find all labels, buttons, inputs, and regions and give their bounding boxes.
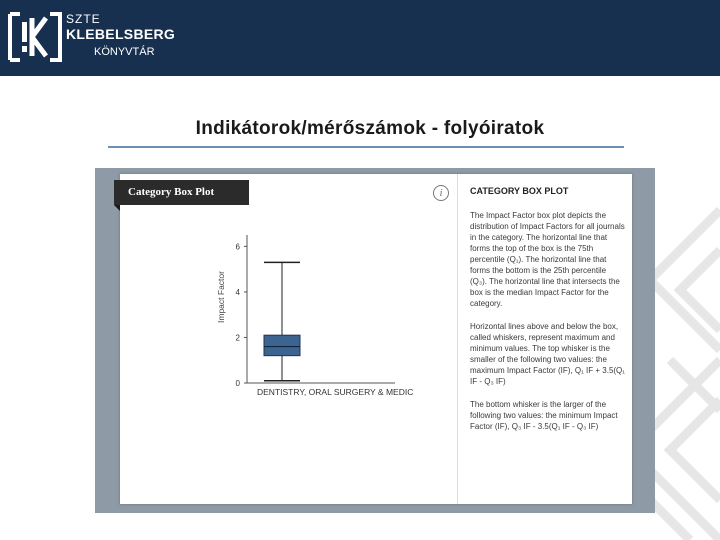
card-divider bbox=[457, 174, 458, 504]
description-paragraph: Horizontal lines above and below the box, called whiskers, represent maximum and minimum values. The top whisker is the smaller of the following two values: the maximum Impact Factor (IF), Q₁ IF + 3.5(Q₁ IF - Q₃ IF) bbox=[470, 322, 625, 386]
x-category-label: DENTISTRY, ORAL SURGERY & MEDIC bbox=[257, 387, 414, 397]
title-underline bbox=[108, 146, 624, 148]
description-heading: CATEGORY BOX PLOT bbox=[470, 186, 569, 196]
y-tick-label: 2 bbox=[235, 333, 240, 343]
y-tick-label: 6 bbox=[235, 242, 240, 252]
library-logo-icon bbox=[8, 12, 62, 62]
iqr-box bbox=[264, 335, 300, 355]
y-tick-label: 0 bbox=[235, 379, 240, 388]
y-axis-label: Impact Factor bbox=[216, 271, 226, 323]
logo-szte: SZTE bbox=[66, 12, 101, 26]
description-paragraph: The bottom whisker is the larger of the following two values: the minimum Impact Factor (IF), Q₃ IF - 3.5(Q₁ IF - Q₃ IF) bbox=[470, 400, 618, 431]
description-paragraph: The Impact Factor box plot depicts the distribution of Impact Factors for all journals in the category. The horizontal line that forms the top of the box is the 75th percentile (Q₁). The horizontal line that forms the bottom is the 25th percentile (Q₃). The horizontal line that intersects the box is the median Impact Factor for the category. bbox=[470, 211, 625, 308]
category-box-plot bbox=[210, 225, 440, 400]
logo-klebelsberg: KLEBELSBERG bbox=[66, 26, 176, 42]
info-icon[interactable]: i bbox=[433, 185, 449, 201]
header-bar bbox=[0, 0, 720, 76]
logo-konyvtar: KÖNYVTÁR bbox=[94, 46, 155, 58]
tag-fold bbox=[114, 205, 120, 211]
library-logo-text bbox=[66, 12, 175, 62]
y-tick-label: 4 bbox=[235, 287, 240, 297]
category-box-plot-tag: Category Box Plot bbox=[114, 180, 249, 205]
description-panel bbox=[470, 186, 625, 444]
slide-title: Indikátorok/mérőszámok - folyóiratok bbox=[195, 118, 545, 139]
